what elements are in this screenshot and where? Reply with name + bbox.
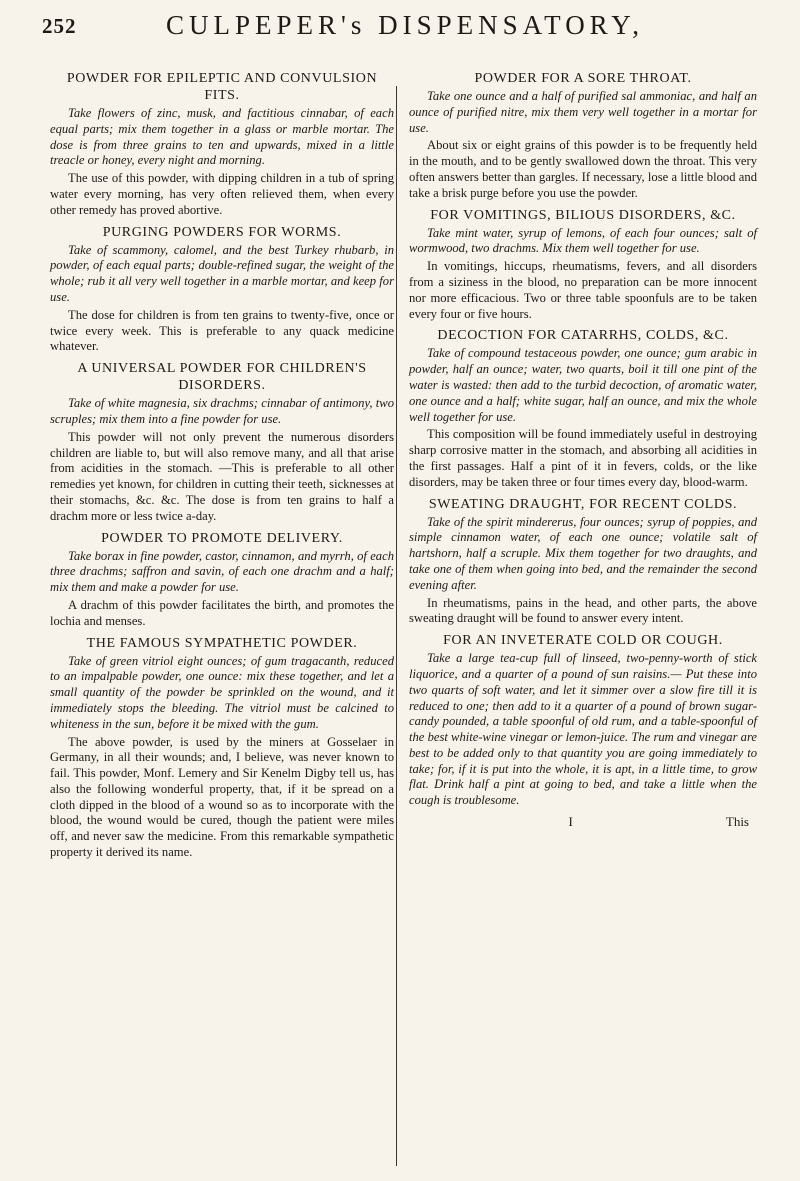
recipe-text: Take of compound testaceous powder, one ounce; gum arabic in powder, half an ounce; water, two quarts, boil it till one pint of the water is wasted: then add to the turbid decoction, of aromatic water, one ounce and a half; white sugar, half an ounce, and mix the whole well together for use. <box>409 346 757 424</box>
recipe-text: Take one ounce and a half of purified sal ammoniac, and half an ounce of purified nitre, mix them very well together in a mortar for use. <box>409 89 757 135</box>
section-title: A UNIVERSAL POWDER FOR CHILDREN'S DISORDERS. <box>77 361 367 394</box>
body-text: About six or eight grains of this powder is to be frequently held in the mouth, and to be gently swallowed down the throat. This very often answers better than gargles. If necessary, lose a little blood and take a brisk purge before you use the powder. <box>409 138 757 200</box>
right-column <box>409 66 757 830</box>
recipe-text: Take a large tea-cup full of linseed, two-penny-worth of stick liquorice, and a quarter of a pound of sun raisins.— Put these into two quarts of soft water, and let it simmer over a slow fire till it is reduced to one; then add to it a quarter of a pound of brown sugar-candy pounded, a table spoonful of old rum, and a table-spoonful of the best white-wine vinegar or lemon-juice. The rum and vinegar are best to be added only to that quantity you are going immediately to take; for, if it is put into the whole, it is apt, in a little time, to grow flat. Drink half a pint at going to bed, and take a little when the cough is troublesome. <box>409 651 757 808</box>
signature-mark: I <box>568 814 573 830</box>
running-title: CULPEPER's DISPENSATORY, <box>166 10 644 40</box>
recipe-text: Take flowers of zinc, musk, and factitious cinnabar, of each equal parts; mix them together in a glass or marble mortar. The dose is from three grains to ten and upwards, mixed in a little treacle or honey, every night and morning. <box>50 106 394 168</box>
body-text: In rheumatisms, pains in the head, and other parts, the above sweating draught will be found to answer every intent. <box>409 595 757 626</box>
section-title: POWDER FOR A SORE THROAT. <box>474 71 692 86</box>
section-title: FOR VOMITINGS, BILIOUS DISORDERS, &C. <box>430 207 736 223</box>
body-text: This powder will not only prevent the numerous disorders children are liable to, but will also remove many, and all that arise from acidities in the stomach. —This is preferable to all other remedies yet known, for children in cutting their teeth, sicknesses at their stomachs, &c. &c. The dose is from ten grains to half a drachm more or less twice a-day. <box>50 429 394 523</box>
section <box>50 360 394 524</box>
column-rule <box>396 86 397 1166</box>
body-text: In vomitings, hiccups, rheumatisms, fevers, and all disorders from a siziness in the blood, no preparation can be more innocent nor more efficacious. Two or three table spoonfuls are to be taken every four or five hours. <box>409 259 757 321</box>
catchword: This <box>725 814 749 830</box>
section <box>50 224 394 356</box>
section-title: THE FAMOUS SYMPATHETIC POWDER. <box>86 635 358 651</box>
section <box>409 327 757 490</box>
page-footer <box>409 814 757 830</box>
section <box>409 207 757 323</box>
body-text: A drachm of this powder facilitates the birth, and promotes the lochia and menses. <box>50 597 394 628</box>
body-text: This composition will be found immediately useful in destroying sharp corrosive matter in the stomach, and absorbing all acidities in the first passages. Half a pint of it in fevers, colds, or the like disorders, may be taken three or four times every day, blood-warm. <box>409 427 757 489</box>
section <box>409 70 757 202</box>
section-title: PURGING POWDERS FOR WORMS. <box>102 224 342 240</box>
section <box>50 70 394 219</box>
section <box>409 496 757 628</box>
body-text: The dose for children is from ten grains to twenty-five, once or twice every week. This is preferable to any quack medicine whatever. <box>50 307 394 354</box>
section-title: POWDER FOR EPILEPTIC AND CONVULSION FITS. <box>66 71 378 103</box>
section <box>50 530 394 630</box>
section-title: POWDER TO PROMOTE DELIVERY. <box>101 530 343 546</box>
section-title: DECOCTION FOR CATARRHS, COLDS, &C. <box>437 328 729 344</box>
page-number: 252 <box>42 14 77 38</box>
section-title: FOR AN INVETERATE COLD OR COUGH. <box>443 633 723 649</box>
section <box>409 632 757 809</box>
section-title: SWEATING DRAUGHT, FOR RECENT COLDS. <box>428 496 738 512</box>
left-column <box>50 66 394 866</box>
recipe-text: Take of the spirit mindererus, four ounces; syrup of poppies, and simple cinnamon water, of each one ounce; volatile salt of hartshorn, half a scruple. Mix them together for two draughts, and take one of them when going into bed, and the remainder the second evening after. <box>409 514 757 592</box>
section <box>50 635 394 861</box>
recipe-text: Take mint water, syrup of lemons, of each four ounces; salt of wormwood, two drachms. Mix them well together for use. <box>409 225 757 256</box>
body-text: The use of this powder, with dipping children in a tub of spring water every morning, has very often relieved them, when every other remedy has proved abortive. <box>50 171 394 217</box>
recipe-text: Take of scammony, calomel, and the best Turkey rhubarb, in powder, of each equal parts; double-refined sugar, the weight of the whole; rub it all very well together in a marble mortar, and keep for use. <box>50 242 394 304</box>
recipe-text: Take borax in fine powder, castor, cinnamon, and myrrh, of each three drachms; saffron and savin, of each one drachm and a half; mix them and make a powder for use. <box>50 548 394 595</box>
recipe-text: Take of green vitriol eight ounces; of gum tragacanth, reduced to an impalpable powder, one ounce: mix these together, and let a small quantity of the powder be sprinkled on the wound, and it immediately stops the bleeding. The vitriol must be calcined to whiteness in the sun, before it be mixed with the gum. <box>50 653 394 731</box>
body-text: The above powder, is used by the miners at Gosselaer in Germany, in all their wounds; and, I believe, was never known to fail. This powder, Monf. Lemery and Sir Kenelm Digby tell us, has also the following wonderful property, that, if it be spread on a cloth dipped in the blood of a wound so as to incorporate with the blood, the wound would be cured, though the patient were miles off, and never saw the medicine. From this remarkable sympathetic property it derived its name. <box>50 734 394 860</box>
recipe-text: Take of white magnesia, six drachms; cinnabar of antimony, two scruples; mix them into a fine powder for use. <box>50 396 394 426</box>
page-header <box>40 6 770 46</box>
